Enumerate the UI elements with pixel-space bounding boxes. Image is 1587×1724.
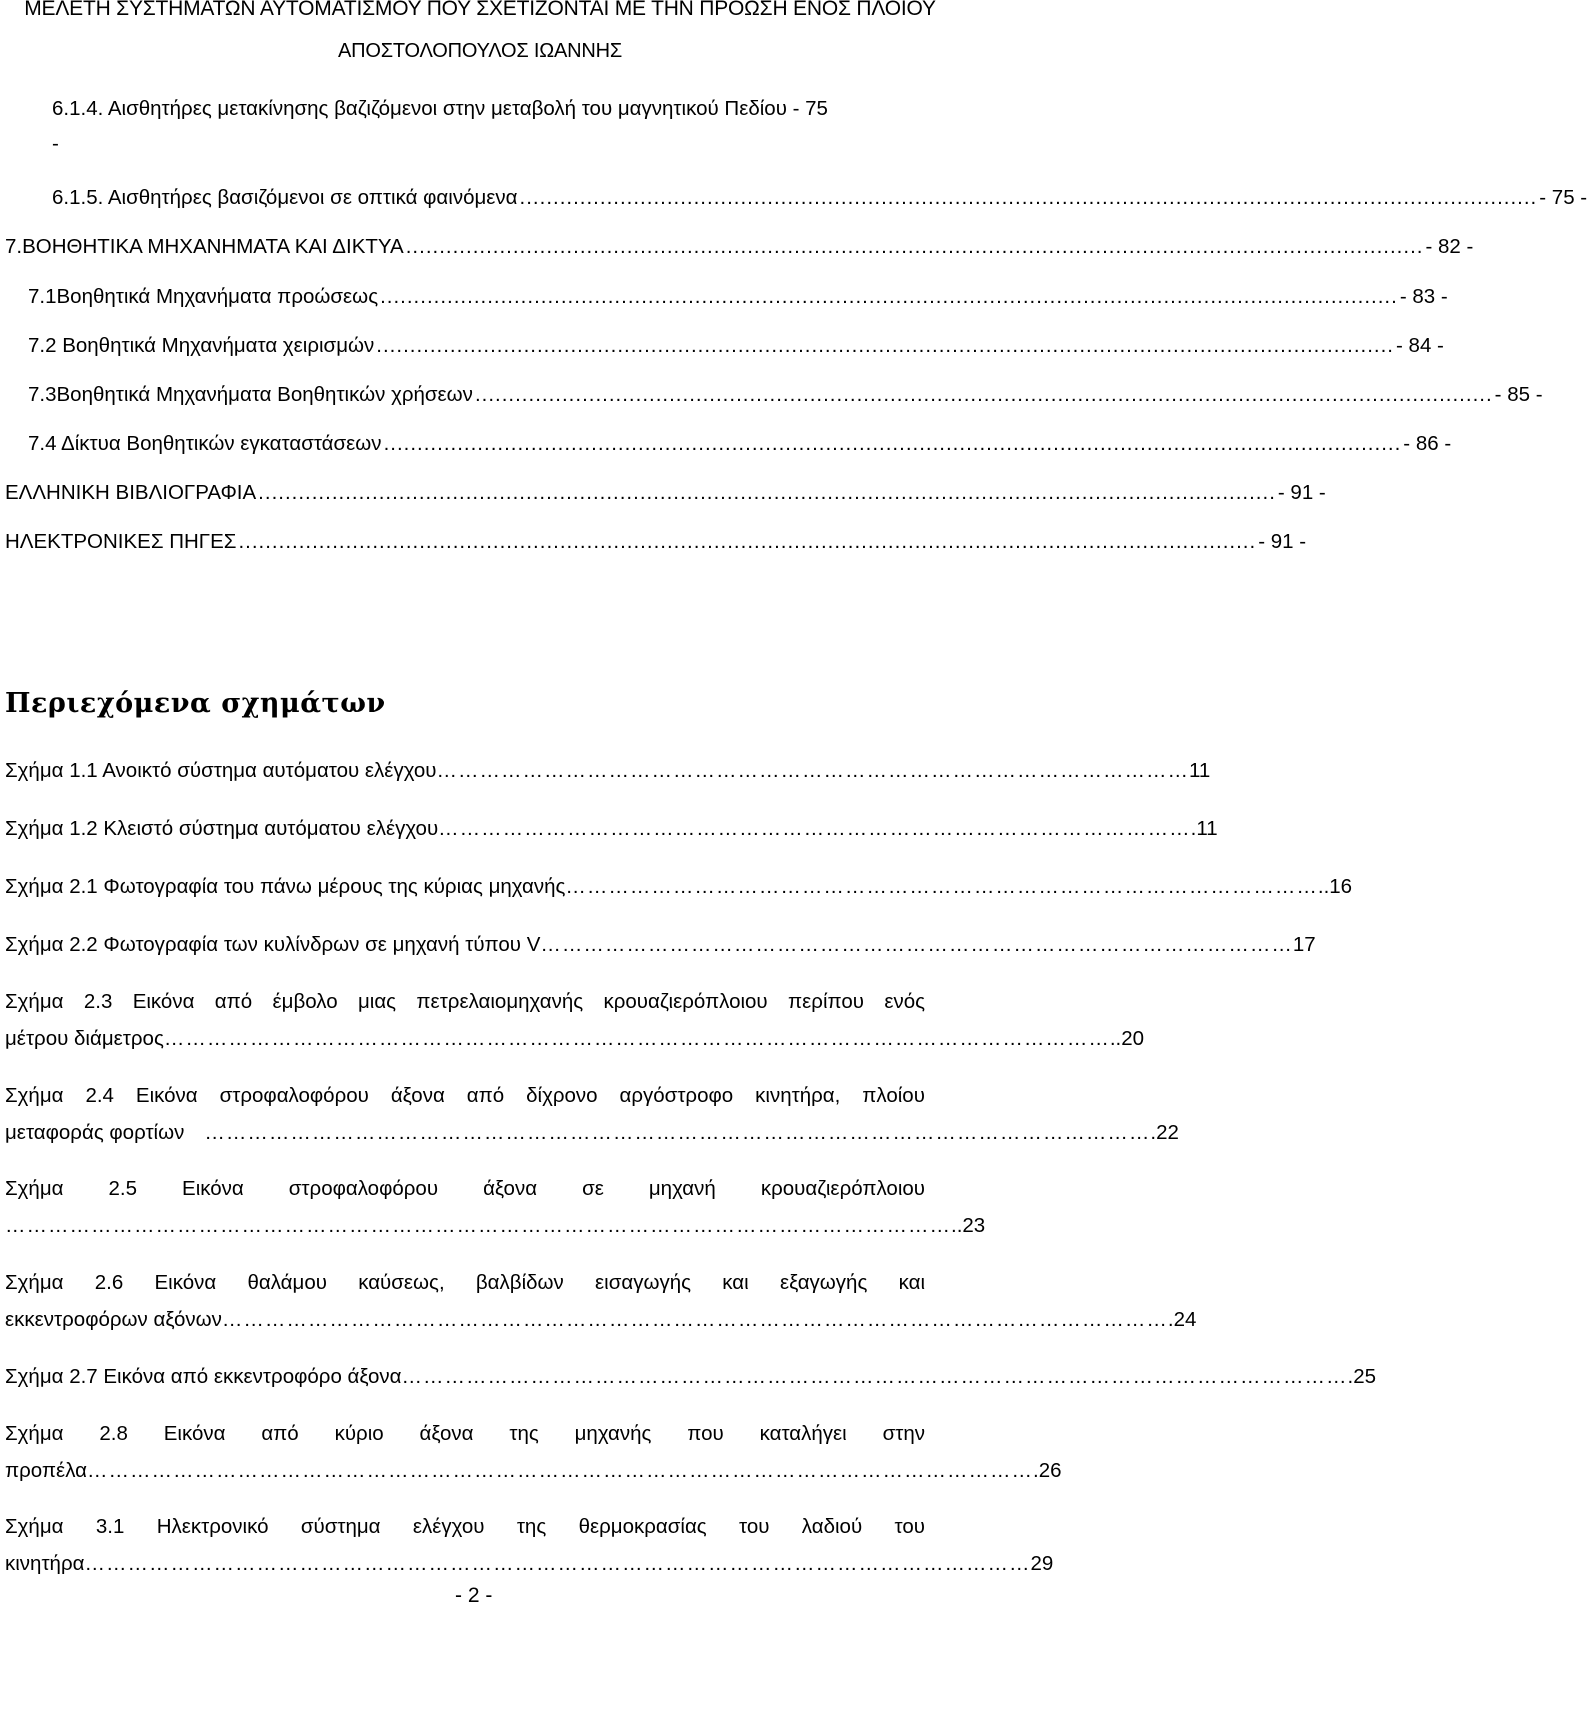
figure-label-word: κρουαζιερόπλοιου: [603, 990, 768, 1013]
figure-label-word: Σχήμα: [5, 1271, 64, 1294]
figure-entry-1-1[interactable]: [5, 752, 1211, 789]
figure-label-word: καύσεως,: [358, 1271, 445, 1294]
figure-label-word: που: [687, 1422, 724, 1445]
toc-item-6-1-4-continuation: -: [52, 132, 59, 155]
toc-item-electronic-sources[interactable]: [5, 528, 1307, 556]
figure-label-word: κρουαζιερόπλοιου: [760, 1177, 925, 1200]
figure-label-line2: μέτρου διάμετρος: [5, 1027, 164, 1050]
toc-item-label: ΕΛΛΗΝΙΚΗ ΒΙΒΛΙΟΓΡΑΦΙΑ: [5, 481, 257, 504]
figure-label-word: στροφαλοφόρου: [219, 1084, 369, 1107]
figure-label-word: σε: [582, 1177, 604, 1200]
figure-label-word: 2.4: [85, 1084, 114, 1107]
figure-label-word: δίχρονο: [526, 1084, 598, 1107]
figure-label-word: Εικόνα: [135, 1084, 198, 1107]
figure-label-word: Εικόνα: [132, 990, 195, 1013]
figure-label-line2: κινητήρα: [5, 1552, 85, 1575]
figure-label-word: πλοίου: [862, 1084, 925, 1107]
figure-label-word: της: [516, 1515, 547, 1538]
leader-dots: ……………………………………………………………………………………………………………………: [401, 1365, 1348, 1388]
figure-label-word: ενός: [884, 990, 925, 1013]
figure-label: Σχήμα 2.2 Φωτογραφία των κυλίνδρων σε μηχανή τύπου V: [5, 933, 541, 956]
figure-label-word: βαλβίδων: [475, 1271, 564, 1294]
figure-label-word: περίπου: [788, 990, 864, 1013]
toc-item-page: - 83 -: [1399, 285, 1448, 308]
toc-leader-dots: ........................................................................................................................................................: [238, 530, 1257, 553]
leader-dots: ……………………………………………………………………………………………: [438, 817, 1191, 840]
figure-label-word: και: [898, 1271, 925, 1294]
figure-label-word: Εικόνα: [182, 1177, 244, 1200]
figure-label-line1: [5, 1264, 925, 1301]
toc-item-label: 7.1Βοηθητικά Μηχανήματα προώσεως: [28, 285, 379, 308]
figure-label-word: από: [214, 990, 253, 1013]
toc-leader-dots: ........................................................................................................................................................: [376, 334, 1395, 357]
figure-label-word: θερμοκρασίας: [578, 1515, 707, 1538]
figure-label-word: της: [509, 1422, 539, 1445]
figure-label-word: μηχανής: [574, 1422, 652, 1445]
figure-label-word: 2.6: [94, 1271, 124, 1294]
figure-label-word: θαλάμου: [247, 1271, 327, 1294]
figure-label-word: Εικόνα: [163, 1422, 226, 1445]
figure-label: Σχήμα 2.7 Εικόνα από εκκεντροφόρο άξονα: [5, 1365, 402, 1388]
toc-item-label: 7.2 Βοηθητικά Μηχανήματα χειρισμών: [28, 334, 375, 357]
leader-dots: ……………………………………………………………………………………………………………………: [204, 1121, 1151, 1144]
figure-label-word: Σχήμα: [5, 1084, 64, 1107]
figure-label-word: του: [894, 1515, 925, 1538]
toc-leader-dots: ........................................................................................................................................................: [405, 235, 1424, 258]
figures-section-title: Περιεχόμενα σχημάτων: [5, 688, 386, 719]
figure-label-word: 2.5: [108, 1177, 138, 1200]
figure-label: Σχήμα 2.1 Φωτογραφία του πάνω μέρους της κύριας μηχανής: [5, 875, 566, 898]
toc-item-label: 7.ΒΟΗΘΗΤΙΚΑ ΜΗΧΑΝΗΜΑΤΑ ΚΑΙ ΔΙΚΤΥΑ: [5, 235, 404, 258]
figure-entry-2-6[interactable]: [5, 1264, 1197, 1338]
figure-label-word: 2.8: [99, 1422, 128, 1445]
leader-dots: ……………………………………………………………………………………………: [540, 933, 1293, 956]
toc-leader-dots: ........................................................................................................................................................: [258, 481, 1276, 504]
figure-label-line2: μεταφοράς φορτίων: [5, 1121, 185, 1144]
figure-entry-2-2[interactable]: [5, 926, 1316, 963]
toc-leader-dots: ........................................................................................................................................................: [383, 432, 1402, 455]
figure-label-word: μιας: [357, 990, 397, 1013]
toc-item-page: - 82 -: [1425, 235, 1474, 258]
figure-label-line1: [5, 1508, 925, 1545]
figure-label-word: μηχανή: [648, 1177, 716, 1200]
toc-leader-dots: ........................................................................................................................................................: [519, 186, 1538, 209]
leader-dots: ……………………………………………………………………………………………………………………: [87, 1459, 1033, 1482]
toc-leader-dots: ........................................................................................................................................................: [380, 285, 1398, 308]
figure-label-word: 3.1: [95, 1515, 125, 1538]
figure-label-word: από: [261, 1422, 299, 1445]
figure-label-line1: [5, 1170, 925, 1207]
figure-label: Σχήμα 1.1 Ανοικτό σύστημα αυτόματου ελέγχου: [5, 759, 437, 782]
figure-entry-1-2[interactable]: [5, 810, 1218, 847]
leader-dots: ……………………………………………………………………………………………………………………: [84, 1552, 1031, 1575]
toc-item-label: ΗΛΕΚΤΡΟΝΙΚΕΣ ΠΗΓΕΣ: [5, 530, 237, 553]
toc-item-page: - 85 -: [1494, 383, 1543, 406]
figure-label-word: Εικόνα: [154, 1271, 217, 1294]
figure-entry-3-1[interactable]: [5, 1508, 1054, 1582]
leader-dots: ……………………………………………………………………………………………: [565, 875, 1318, 898]
figure-label-word: και: [722, 1271, 749, 1294]
figure-label-word: λαδιού: [801, 1515, 863, 1538]
figure-label-word: Σχήμα: [5, 1515, 64, 1538]
document-header-title: ΜΕΛΕΤΗ ΣΥΣΤΗΜΑΤΩΝ ΑΥΤΟΜΑΤΙΣΜΟΥ ΠΟΥ ΣΧΕΤΙΖΟΝΤΑΙ ΜΕ ΤΗΝ ΠΡΟΩΣΗ ΕΝΟΣ ΠΛΟΙΟΥ: [24, 0, 936, 20]
figure-label-line1: [5, 1077, 925, 1114]
toc-item-label: 7.3Βοηθητικά Μηχανήματα Βοηθητικών χρήσεων: [28, 383, 473, 406]
toc-item-page: - 86 -: [1403, 432, 1452, 455]
figure-page: .11: [1190, 817, 1218, 840]
toc-item-page: - 91 -: [1258, 530, 1307, 553]
figure-page: .26: [1033, 1459, 1062, 1482]
figure-label-word: στην: [882, 1422, 925, 1445]
figure-page: 11: [1189, 759, 1211, 782]
figure-label-word: από: [466, 1084, 505, 1107]
figure-label-word: κινητήρα,: [755, 1084, 841, 1107]
figure-label-line1: [5, 1415, 925, 1452]
figure-page: ..23: [951, 1214, 986, 1237]
figure-entry-2-7[interactable]: [5, 1358, 1377, 1395]
figure-page: ..16: [1317, 875, 1353, 898]
figure-page: ..20: [1109, 1027, 1145, 1050]
figure-entry-2-4[interactable]: [5, 1077, 1179, 1151]
toc-leader-dots: ........................................................................................................................................................: [474, 383, 1493, 406]
figure-label: Σχήμα 1.2 Κλειστό σύστημα αυτόματου ελέγχου: [5, 817, 439, 840]
figure-page: .24: [1167, 1308, 1197, 1331]
figure-label-word: εξαγωγής: [779, 1271, 868, 1294]
figure-label-word: αργόστροφο: [619, 1084, 734, 1107]
toc-item-6-1-5[interactable]: [52, 184, 1587, 212]
figure-entry-2-8[interactable]: [5, 1415, 1062, 1489]
figure-label-word: 2.3: [83, 990, 113, 1013]
figure-page: .25: [1347, 1365, 1377, 1388]
leader-dots: ……………………………………………………………………………………………: [436, 759, 1190, 782]
figure-label-word: εισαγωγής: [595, 1271, 692, 1294]
figure-label-word: Ηλεκτρονικό: [156, 1515, 269, 1538]
figure-page: 17: [1292, 933, 1316, 956]
figure-label-word: έμβολο: [272, 990, 338, 1013]
figure-page: 29: [1030, 1552, 1054, 1575]
toc-item-page: - 91 -: [1277, 481, 1326, 504]
toc-item-label: 6.1.5. Αισθητήρες βασιζόμενοι σε οπτικά φαινόμενα: [52, 186, 518, 209]
toc-item-7-4[interactable]: [28, 430, 1452, 458]
document-header-author: ΑΠΟΣΤΟΛΟΠΟΥΛΟΣ ΙΩΑΝΝΗΣ: [337, 40, 623, 62]
toc-item-page: - 75 -: [1539, 186, 1587, 209]
figure-label-word: καταλήγει: [759, 1422, 847, 1445]
toc-item-7-3[interactable]: [28, 381, 1543, 409]
leader-dots: ……………………………………………………………………………………………………………………: [163, 1027, 1110, 1050]
figure-label-word: Σχήμα: [5, 1422, 64, 1445]
figure-label-word: πετρελαιομηχανής: [416, 990, 584, 1013]
figure-label-word: άξονα: [419, 1422, 474, 1445]
figure-label-word: κύριο: [334, 1422, 384, 1445]
figure-label-line1: [5, 983, 925, 1020]
toc-item-label: 7.4 Δίκτυα Βοηθητικών εγκαταστάσεων: [28, 432, 382, 455]
toc-item-7-1[interactable]: [28, 283, 1448, 311]
toc-item-7-2[interactable]: [28, 332, 1444, 360]
page-number: - 2 -: [455, 1584, 493, 1607]
figure-entry-2-1[interactable]: [5, 868, 1353, 905]
figure-label-word: Σχήμα: [5, 990, 64, 1013]
figure-label-word: σύστημα: [300, 1515, 381, 1538]
toc-item-6-1-4[interactable]: 6.1.4. Αισθητήρες μετακίνησης βαζιζόμενοι στην μεταβολή του μαγνητικού Πεδίου - 75: [52, 97, 828, 120]
toc-item-page: - 84 -: [1396, 334, 1444, 357]
figure-label-line2: προπέλα: [5, 1459, 87, 1482]
figure-label-word: άξονα: [483, 1177, 538, 1200]
figure-label-word: Σχήμα: [5, 1177, 64, 1200]
toc-item-7[interactable]: [5, 233, 1474, 261]
figure-label-word: στροφαλοφόρου: [288, 1177, 439, 1200]
figure-label-word: του: [739, 1515, 770, 1538]
figure-label-line2: εκκεντροφόρων αξόνων: [5, 1308, 222, 1331]
leader-dots: ……………………………………………………………………………………………………………………: [5, 1214, 951, 1237]
figure-label-word: άξονα: [390, 1084, 445, 1107]
figure-label-word: ελέγχου: [412, 1515, 485, 1538]
leader-dots: ……………………………………………………………………………………………………………………: [221, 1308, 1168, 1331]
figure-page: .22: [1150, 1121, 1179, 1144]
toc-item-bibliography[interactable]: [5, 479, 1326, 507]
figure-entry-2-3[interactable]: [5, 983, 1145, 1057]
figure-entry-2-5[interactable]: [5, 1170, 986, 1244]
